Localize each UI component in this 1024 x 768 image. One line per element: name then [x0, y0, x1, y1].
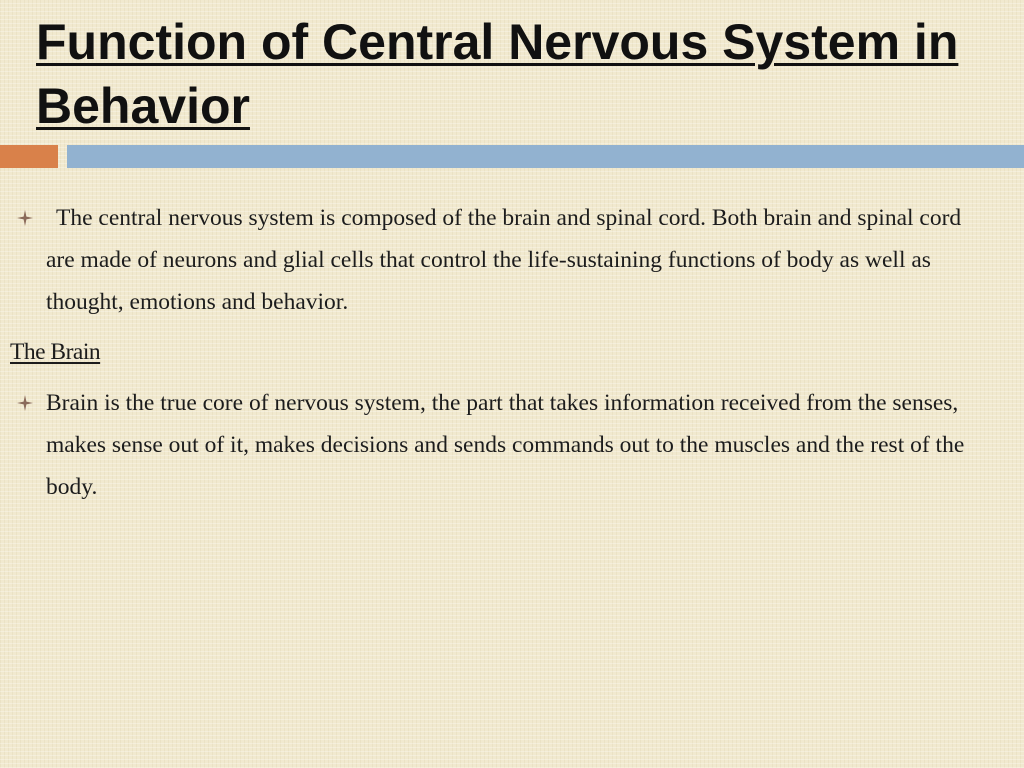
four-point-star-icon: [14, 382, 36, 424]
bullet-text-intro: The central nervous system is composed of the brain and spinal cord. Both brain and spinal cord are made of neurons and glial cells that control the life-sustaining functions of body as well as thought, emotions and behavior.: [46, 205, 962, 315]
slide-title: [36, 10, 996, 138]
accent-bar-orange: [0, 145, 58, 168]
accent-bar-blue: [67, 145, 1024, 168]
section-heading-the-brain: The Brain: [10, 339, 101, 365]
bullet-text-brain: Brain is the true core of nervous system, the part that takes information received from the senses, makes sense out of it, makes decisions and sends commands out to the muscles and the rest of the body.: [46, 390, 965, 500]
slide-title-text: Function of Central Nervous System in Behavior: [36, 14, 959, 134]
four-point-star-icon: [14, 197, 36, 239]
bullet-item-brain: [0, 382, 1024, 508]
slide-content: [0, 197, 1024, 508]
bullet-item-intro: [0, 197, 1024, 323]
